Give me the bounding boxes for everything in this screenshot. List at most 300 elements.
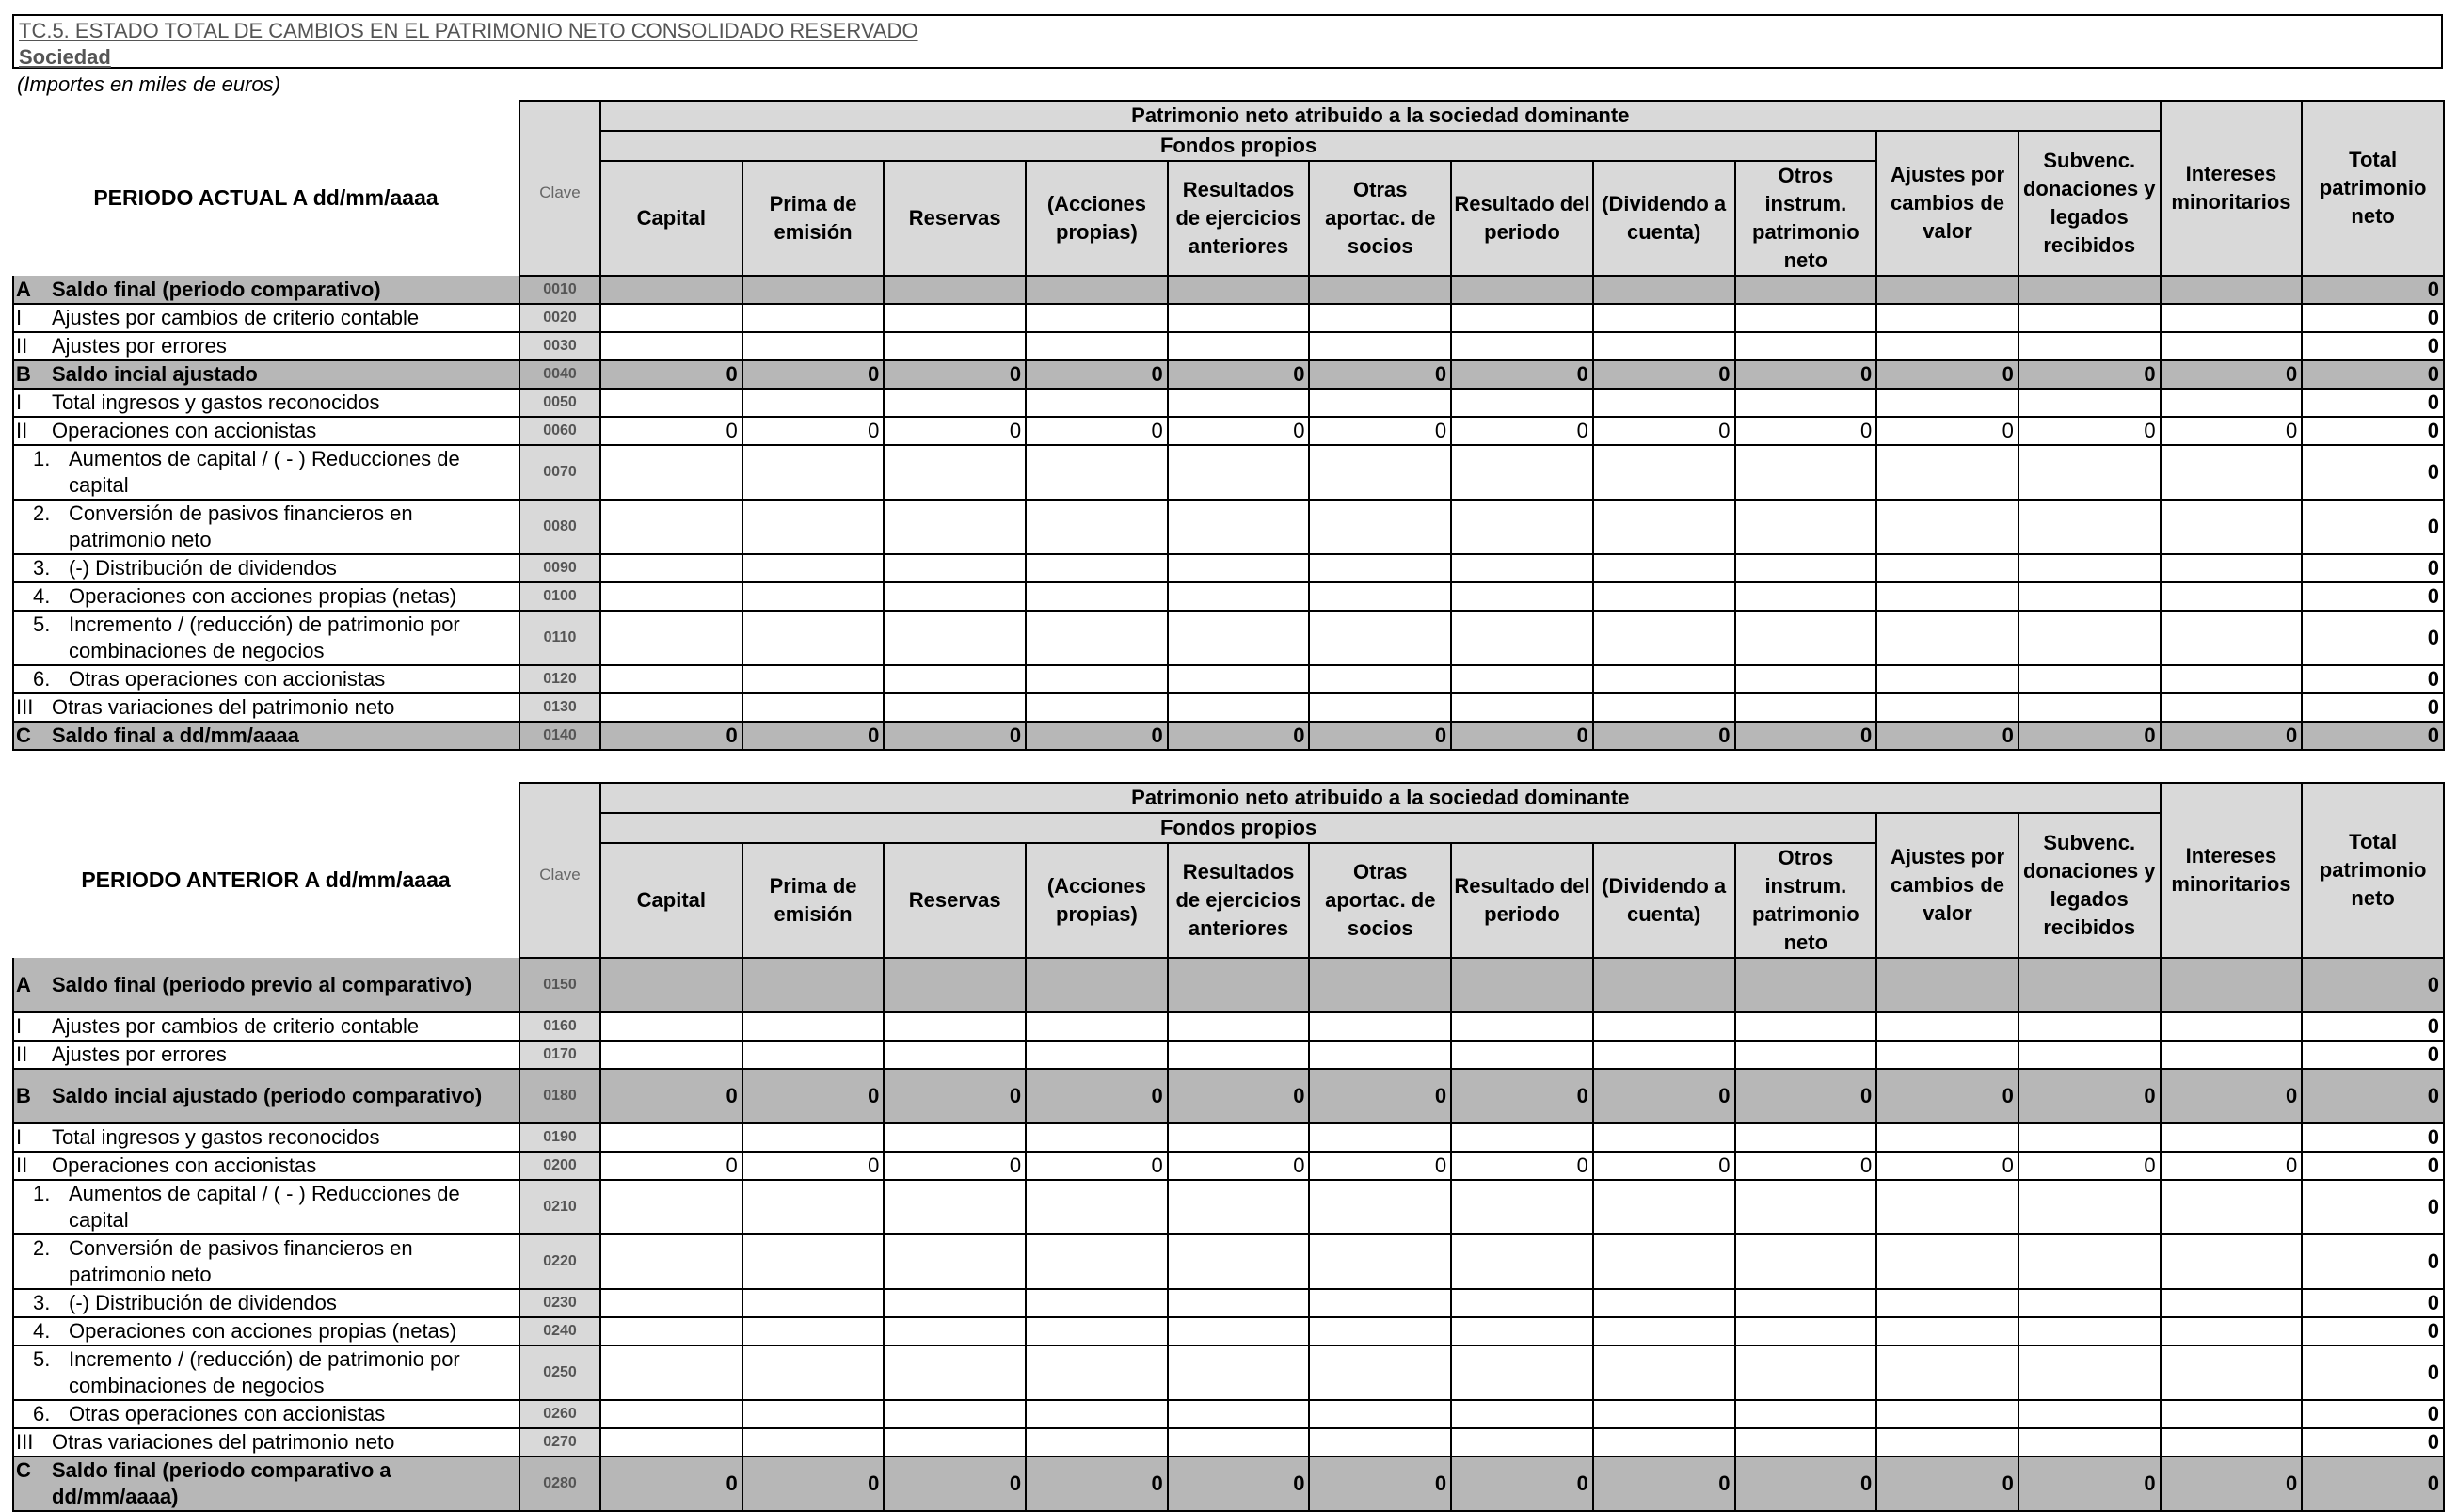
col-header-capital: Capital (600, 161, 742, 276)
value-cell-resultado-periodo (1451, 276, 1593, 304)
value-cell-intereses (2161, 611, 2303, 665)
row-clave: 0240 (519, 1317, 600, 1345)
row-label-cell (13, 304, 519, 332)
value-cell-ajustes (1876, 582, 2018, 611)
value-cell-prima: 0 (742, 1456, 885, 1511)
value-cell-total: 0 (2302, 304, 2444, 332)
value-cell-subvenc (2018, 554, 2161, 582)
value-cell-otros-instrum (1735, 1041, 1877, 1069)
row-label-cell (13, 693, 519, 722)
row-number: I (16, 1125, 23, 1149)
value-cell-ajustes: 0 (1876, 1069, 2018, 1123)
value-cell-total: 0 (2302, 1428, 2444, 1456)
value-cell-resultado-periodo (1451, 1345, 1593, 1400)
row-clave: 0230 (519, 1289, 600, 1317)
value-cell-reservas: 0 (884, 1152, 1026, 1180)
value-cell-prima: 0 (742, 1069, 885, 1123)
col-header-dividendo: (Dividendo a cuenta) (1593, 161, 1735, 276)
value-cell-ajustes (1876, 332, 2018, 360)
value-cell-otras-aport (1309, 1317, 1451, 1345)
value-cell-resultado-periodo (1451, 332, 1593, 360)
value-cell-prima (742, 445, 885, 500)
value-cell-intereses (2161, 332, 2303, 360)
value-cell-acciones: 0 (1026, 360, 1168, 389)
row-number: C (16, 1458, 31, 1482)
value-cell-otras-aport (1309, 958, 1451, 1012)
value-cell-acciones (1026, 304, 1168, 332)
value-cell-intereses (2161, 1012, 2303, 1041)
value-cell-otras-aport (1309, 1180, 1451, 1234)
row-label: Otras variaciones del patrimonio neto (52, 1430, 395, 1454)
value-cell-capital (600, 389, 742, 417)
value-cell-resultado-periodo: 0 (1451, 1456, 1593, 1511)
value-cell-resultados-ant: 0 (1168, 1069, 1310, 1123)
row-label-cell (13, 1069, 519, 1123)
col-header-dividendo: (Dividendo a cuenta) (1593, 843, 1735, 958)
value-cell-resultados-ant: 0 (1168, 722, 1310, 750)
value-cell-ajustes (1876, 1012, 2018, 1041)
value-cell-resultados-ant (1168, 1234, 1310, 1289)
value-cell-prima (742, 958, 885, 1012)
value-cell-intereses (2161, 958, 2303, 1012)
value-cell-otras-aport (1309, 332, 1451, 360)
row-label: Otras variaciones del patrimonio neto (52, 695, 395, 719)
value-cell-dividendo (1593, 665, 1735, 693)
value-cell-capital (600, 1180, 742, 1234)
row-label-cell (13, 500, 519, 554)
value-cell-otras-aport: 0 (1309, 1456, 1451, 1511)
value-cell-resultados-ant (1168, 1180, 1310, 1234)
value-cell-intereses (2161, 1428, 2303, 1456)
value-cell-prima (742, 554, 885, 582)
value-cell-subvenc: 0 (2018, 1456, 2161, 1511)
value-cell-otros-instrum (1735, 1123, 1877, 1152)
clave-header: Clave (519, 101, 600, 276)
value-cell-intereses (2161, 389, 2303, 417)
value-cell-otras-aport (1309, 611, 1451, 665)
value-cell-ajustes (1876, 1041, 2018, 1069)
value-cell-prima (742, 500, 885, 554)
row-label-cell (13, 665, 519, 693)
value-cell-subvenc (2018, 665, 2161, 693)
value-cell-subvenc (2018, 1234, 2161, 1289)
table-row (13, 693, 2444, 722)
value-cell-subvenc (2018, 1428, 2161, 1456)
value-cell-resultado-periodo (1451, 554, 1593, 582)
value-cell-resultados-ant: 0 (1168, 1456, 1310, 1511)
value-cell-capital (600, 500, 742, 554)
value-cell-dividendo (1593, 1041, 1735, 1069)
value-cell-total: 0 (2302, 1456, 2444, 1511)
row-number: 6. (33, 667, 51, 691)
col-header-intereses: Intereses minoritarios (2161, 783, 2303, 958)
value-cell-total: 0 (2302, 276, 2444, 304)
value-cell-capital (600, 445, 742, 500)
value-cell-reservas (884, 1041, 1026, 1069)
value-cell-total: 0 (2302, 1234, 2444, 1289)
value-cell-reservas (884, 1317, 1026, 1345)
col-header-reservas: Reservas (884, 843, 1026, 958)
value-cell-resultados-ant (1168, 958, 1310, 1012)
row-label: Conversión de pasivos financieros en patrimonio neto (69, 1236, 413, 1286)
value-cell-capital: 0 (600, 1069, 742, 1123)
value-cell-total: 0 (2302, 1400, 2444, 1428)
value-cell-subvenc (2018, 1400, 2161, 1428)
row-number: 6. (33, 1402, 51, 1425)
row-label: Saldo incial ajustado (periodo comparativo) (52, 1084, 483, 1107)
value-cell-acciones: 0 (1026, 1152, 1168, 1180)
value-cell-otros-instrum (1735, 611, 1877, 665)
col-header-prima: Prima de emisión (742, 843, 885, 958)
group-header-fondos: Fondos propios (600, 131, 1876, 161)
value-cell-subvenc (2018, 389, 2161, 417)
table-row (13, 360, 2444, 389)
value-cell-otras-aport (1309, 693, 1451, 722)
value-cell-dividendo: 0 (1593, 1152, 1735, 1180)
value-cell-resultado-periodo (1451, 1041, 1593, 1069)
row-number: B (16, 1084, 31, 1107)
value-cell-prima (742, 1289, 885, 1317)
value-cell-otros-instrum (1735, 693, 1877, 722)
value-cell-subvenc: 0 (2018, 417, 2161, 445)
value-cell-dividendo (1593, 582, 1735, 611)
value-cell-subvenc (2018, 958, 2161, 1012)
report-title-box (12, 14, 2443, 69)
row-clave: 0200 (519, 1152, 600, 1180)
value-cell-capital (600, 304, 742, 332)
row-clave: 0060 (519, 417, 600, 445)
value-cell-acciones (1026, 958, 1168, 1012)
value-cell-capital (600, 1400, 742, 1428)
value-cell-subvenc (2018, 445, 2161, 500)
value-cell-prima (742, 1180, 885, 1234)
table-row (13, 958, 2444, 1012)
value-cell-total: 0 (2302, 1152, 2444, 1180)
row-number: 1. (33, 1182, 51, 1205)
row-number: I (16, 1014, 23, 1038)
row-clave: 0180 (519, 1069, 600, 1123)
report-title: TC.5. ESTADO TOTAL DE CAMBIOS EN EL PATRIMONIO NETO CONSOLIDADO RESERVADO (19, 19, 918, 42)
value-cell-reservas (884, 693, 1026, 722)
col-header-resultado-periodo: Resultado del periodo (1451, 843, 1593, 958)
value-cell-reservas (884, 1123, 1026, 1152)
value-cell-dividendo: 0 (1593, 417, 1735, 445)
value-cell-acciones (1026, 665, 1168, 693)
row-number: 3. (33, 1291, 51, 1314)
value-cell-reservas (884, 276, 1026, 304)
value-cell-prima (742, 693, 885, 722)
row-label: Total ingresos y gastos reconocidos (52, 1125, 380, 1149)
row-clave: 0010 (519, 276, 600, 304)
value-cell-subvenc (2018, 611, 2161, 665)
value-cell-total: 0 (2302, 665, 2444, 693)
value-cell-capital (600, 1123, 742, 1152)
row-number: 5. (33, 613, 51, 636)
row-label: Operaciones con accionistas (52, 419, 317, 442)
value-cell-acciones (1026, 1234, 1168, 1289)
row-number: 4. (33, 1319, 51, 1343)
table-row (13, 1400, 2444, 1428)
value-cell-otras-aport (1309, 582, 1451, 611)
row-label-cell (13, 1180, 519, 1234)
table-row (13, 611, 2444, 665)
row-label-cell (13, 582, 519, 611)
row-clave: 0280 (519, 1456, 600, 1511)
value-cell-intereses (2161, 304, 2303, 332)
value-cell-dividendo (1593, 554, 1735, 582)
value-cell-total: 0 (2302, 389, 2444, 417)
value-cell-otros-instrum (1735, 554, 1877, 582)
value-cell-total: 0 (2302, 332, 2444, 360)
value-cell-acciones (1026, 554, 1168, 582)
value-cell-otras-aport (1309, 1400, 1451, 1428)
col-header-otras-aport: Otras aportac. de socios (1309, 161, 1451, 276)
value-cell-ajustes (1876, 1234, 2018, 1289)
value-cell-resultado-periodo (1451, 1400, 1593, 1428)
value-cell-intereses (2161, 582, 2303, 611)
value-cell-dividendo (1593, 332, 1735, 360)
row-label-cell (13, 276, 519, 304)
table-row (13, 1289, 2444, 1317)
value-cell-ajustes: 0 (1876, 722, 2018, 750)
value-cell-resultados-ant (1168, 665, 1310, 693)
value-cell-dividendo (1593, 958, 1735, 1012)
value-cell-reservas (884, 1400, 1026, 1428)
value-cell-otros-instrum: 0 (1735, 722, 1877, 750)
row-clave: 0130 (519, 693, 600, 722)
value-cell-reservas (884, 1428, 1026, 1456)
row-label: Aumentos de capital / ( - ) Reducciones de capital (69, 1182, 460, 1232)
value-cell-ajustes (1876, 1180, 2018, 1234)
value-cell-dividendo (1593, 1317, 1735, 1345)
value-cell-ajustes (1876, 304, 2018, 332)
row-label: Conversión de pasivos financieros en patrimonio neto (69, 501, 413, 551)
value-cell-subvenc (2018, 1180, 2161, 1234)
value-cell-ajustes (1876, 1123, 2018, 1152)
row-clave: 0190 (519, 1123, 600, 1152)
value-cell-otros-instrum (1735, 1428, 1877, 1456)
value-cell-dividendo (1593, 445, 1735, 500)
value-cell-intereses (2161, 1289, 2303, 1317)
value-cell-otros-instrum (1735, 1289, 1877, 1317)
value-cell-reservas (884, 1345, 1026, 1400)
value-cell-dividendo (1593, 276, 1735, 304)
value-cell-ajustes: 0 (1876, 360, 2018, 389)
value-cell-resultados-ant (1168, 1123, 1310, 1152)
table-row (13, 1012, 2444, 1041)
value-cell-reservas (884, 332, 1026, 360)
value-cell-otros-instrum (1735, 1012, 1877, 1041)
value-cell-resultado-periodo (1451, 445, 1593, 500)
table-row (13, 389, 2444, 417)
row-label-cell (13, 1345, 519, 1400)
value-cell-resultado-periodo (1451, 1289, 1593, 1317)
value-cell-capital: 0 (600, 722, 742, 750)
value-cell-reservas (884, 1180, 1026, 1234)
table-row (13, 554, 2444, 582)
value-cell-prima (742, 611, 885, 665)
value-cell-total: 0 (2302, 1069, 2444, 1123)
row-label: Ajustes por cambios de criterio contable (52, 1014, 420, 1038)
value-cell-subvenc (2018, 693, 2161, 722)
value-cell-dividendo: 0 (1593, 360, 1735, 389)
value-cell-otras-aport (1309, 1012, 1451, 1041)
row-label: Saldo final a dd/mm/aaaa (52, 724, 299, 747)
value-cell-intereses (2161, 1041, 2303, 1069)
row-label-cell (13, 611, 519, 665)
value-cell-prima (742, 276, 885, 304)
value-cell-total: 0 (2302, 1041, 2444, 1069)
value-cell-otras-aport: 0 (1309, 360, 1451, 389)
value-cell-capital (600, 276, 742, 304)
value-cell-subvenc (2018, 1041, 2161, 1069)
value-cell-subvenc (2018, 1345, 2161, 1400)
value-cell-resultados-ant: 0 (1168, 360, 1310, 389)
value-cell-resultados-ant (1168, 1400, 1310, 1428)
value-cell-acciones: 0 (1026, 722, 1168, 750)
value-cell-prima (742, 1041, 885, 1069)
value-cell-intereses: 0 (2161, 1456, 2303, 1511)
value-cell-acciones (1026, 276, 1168, 304)
value-cell-prima: 0 (742, 417, 885, 445)
row-label: Aumentos de capital / ( - ) Reducciones de capital (69, 447, 460, 497)
row-label: Otras operaciones con accionistas (69, 667, 386, 691)
value-cell-subvenc: 0 (2018, 1069, 2161, 1123)
row-clave: 0090 (519, 554, 600, 582)
value-cell-otras-aport (1309, 445, 1451, 500)
row-number: III (16, 1430, 34, 1454)
row-number: 2. (33, 1236, 51, 1260)
value-cell-ajustes (1876, 554, 2018, 582)
value-cell-intereses (2161, 1123, 2303, 1152)
value-cell-acciones (1026, 1041, 1168, 1069)
value-cell-capital (600, 1289, 742, 1317)
row-label: Operaciones con accionistas (52, 1154, 317, 1177)
value-cell-otras-aport: 0 (1309, 1069, 1451, 1123)
row-label: Saldo final (periodo comparativo a dd/mm/aaaa) (52, 1458, 391, 1508)
row-label-cell (13, 1428, 519, 1456)
value-cell-acciones (1026, 1428, 1168, 1456)
table-row (13, 1180, 2444, 1234)
value-cell-otras-aport (1309, 554, 1451, 582)
value-cell-dividendo (1593, 389, 1735, 417)
value-cell-resultados-ant (1168, 1012, 1310, 1041)
value-cell-prima (742, 582, 885, 611)
value-cell-resultados-ant (1168, 1289, 1310, 1317)
value-cell-dividendo (1593, 1234, 1735, 1289)
value-cell-intereses (2161, 665, 2303, 693)
value-cell-resultado-periodo (1451, 304, 1593, 332)
value-cell-subvenc (2018, 1317, 2161, 1345)
col-header-resultados-ant: Resultados de ejercicios anteriores (1168, 161, 1310, 276)
row-clave: 0170 (519, 1041, 600, 1069)
value-cell-total: 0 (2302, 1289, 2444, 1317)
value-cell-dividendo: 0 (1593, 1069, 1735, 1123)
value-cell-resultado-periodo (1451, 611, 1593, 665)
value-cell-total: 0 (2302, 722, 2444, 750)
value-cell-ajustes (1876, 276, 2018, 304)
value-cell-dividendo (1593, 304, 1735, 332)
value-cell-intereses (2161, 1180, 2303, 1234)
value-cell-reservas (884, 1012, 1026, 1041)
value-cell-ajustes (1876, 693, 2018, 722)
col-header-otras-aport: Otras aportac. de socios (1309, 843, 1451, 958)
value-cell-ajustes: 0 (1876, 1152, 2018, 1180)
value-cell-otros-instrum (1735, 500, 1877, 554)
value-cell-prima (742, 1317, 885, 1345)
value-cell-total: 0 (2302, 554, 2444, 582)
value-cell-total: 0 (2302, 417, 2444, 445)
row-label-cell (13, 1317, 519, 1345)
value-cell-acciones (1026, 693, 1168, 722)
table-row (13, 332, 2444, 360)
value-cell-otros-instrum: 0 (1735, 1456, 1877, 1511)
col-header-intereses: Intereses minoritarios (2161, 101, 2303, 276)
value-cell-resultados-ant (1168, 389, 1310, 417)
value-cell-reservas (884, 665, 1026, 693)
value-cell-capital: 0 (600, 360, 742, 389)
col-header-capital: Capital (600, 843, 742, 958)
value-cell-prima (742, 1400, 885, 1428)
value-cell-resultados-ant (1168, 1041, 1310, 1069)
value-cell-total: 0 (2302, 1123, 2444, 1152)
row-number: 2. (33, 501, 51, 525)
value-cell-prima (742, 665, 885, 693)
value-cell-capital (600, 665, 742, 693)
value-cell-prima (742, 1428, 885, 1456)
value-cell-total: 0 (2302, 611, 2444, 665)
value-cell-acciones (1026, 1400, 1168, 1428)
row-label: Ajustes por cambios de criterio contable (52, 306, 420, 329)
col-header-acciones: (Acciones propias) (1026, 843, 1168, 958)
value-cell-intereses (2161, 693, 2303, 722)
row-label-cell (13, 722, 519, 750)
value-cell-otras-aport (1309, 1345, 1451, 1400)
value-cell-acciones (1026, 1180, 1168, 1234)
value-cell-dividendo (1593, 1345, 1735, 1400)
value-cell-reservas (884, 582, 1026, 611)
value-cell-reservas (884, 1289, 1026, 1317)
value-cell-resultado-periodo (1451, 1123, 1593, 1152)
value-cell-otras-aport (1309, 276, 1451, 304)
row-number: I (16, 306, 23, 329)
row-number: A (16, 277, 31, 301)
row-label-cell (13, 445, 519, 500)
value-cell-otros-instrum (1735, 304, 1877, 332)
value-cell-total: 0 (2302, 693, 2444, 722)
table-row (13, 445, 2444, 500)
value-cell-subvenc: 0 (2018, 360, 2161, 389)
table-row (13, 1152, 2444, 1180)
entity-name: Sociedad (19, 45, 111, 69)
value-cell-intereses: 0 (2161, 1069, 2303, 1123)
table-row (13, 1234, 2444, 1289)
value-cell-subvenc (2018, 304, 2161, 332)
table-row (13, 417, 2444, 445)
value-cell-capital (600, 1012, 742, 1041)
col-header-total: Total patrimonio neto (2302, 783, 2444, 958)
value-cell-ajustes (1876, 1289, 2018, 1317)
row-label: Total ingresos y gastos reconocidos (52, 390, 380, 414)
value-cell-otros-instrum (1735, 332, 1877, 360)
row-label-cell (13, 958, 519, 1012)
col-header-reservas: Reservas (884, 161, 1026, 276)
value-cell-ajustes (1876, 1400, 2018, 1428)
value-cell-ajustes (1876, 1345, 2018, 1400)
value-cell-resultados-ant (1168, 332, 1310, 360)
value-cell-otras-aport (1309, 1041, 1451, 1069)
table-row (13, 722, 2444, 750)
